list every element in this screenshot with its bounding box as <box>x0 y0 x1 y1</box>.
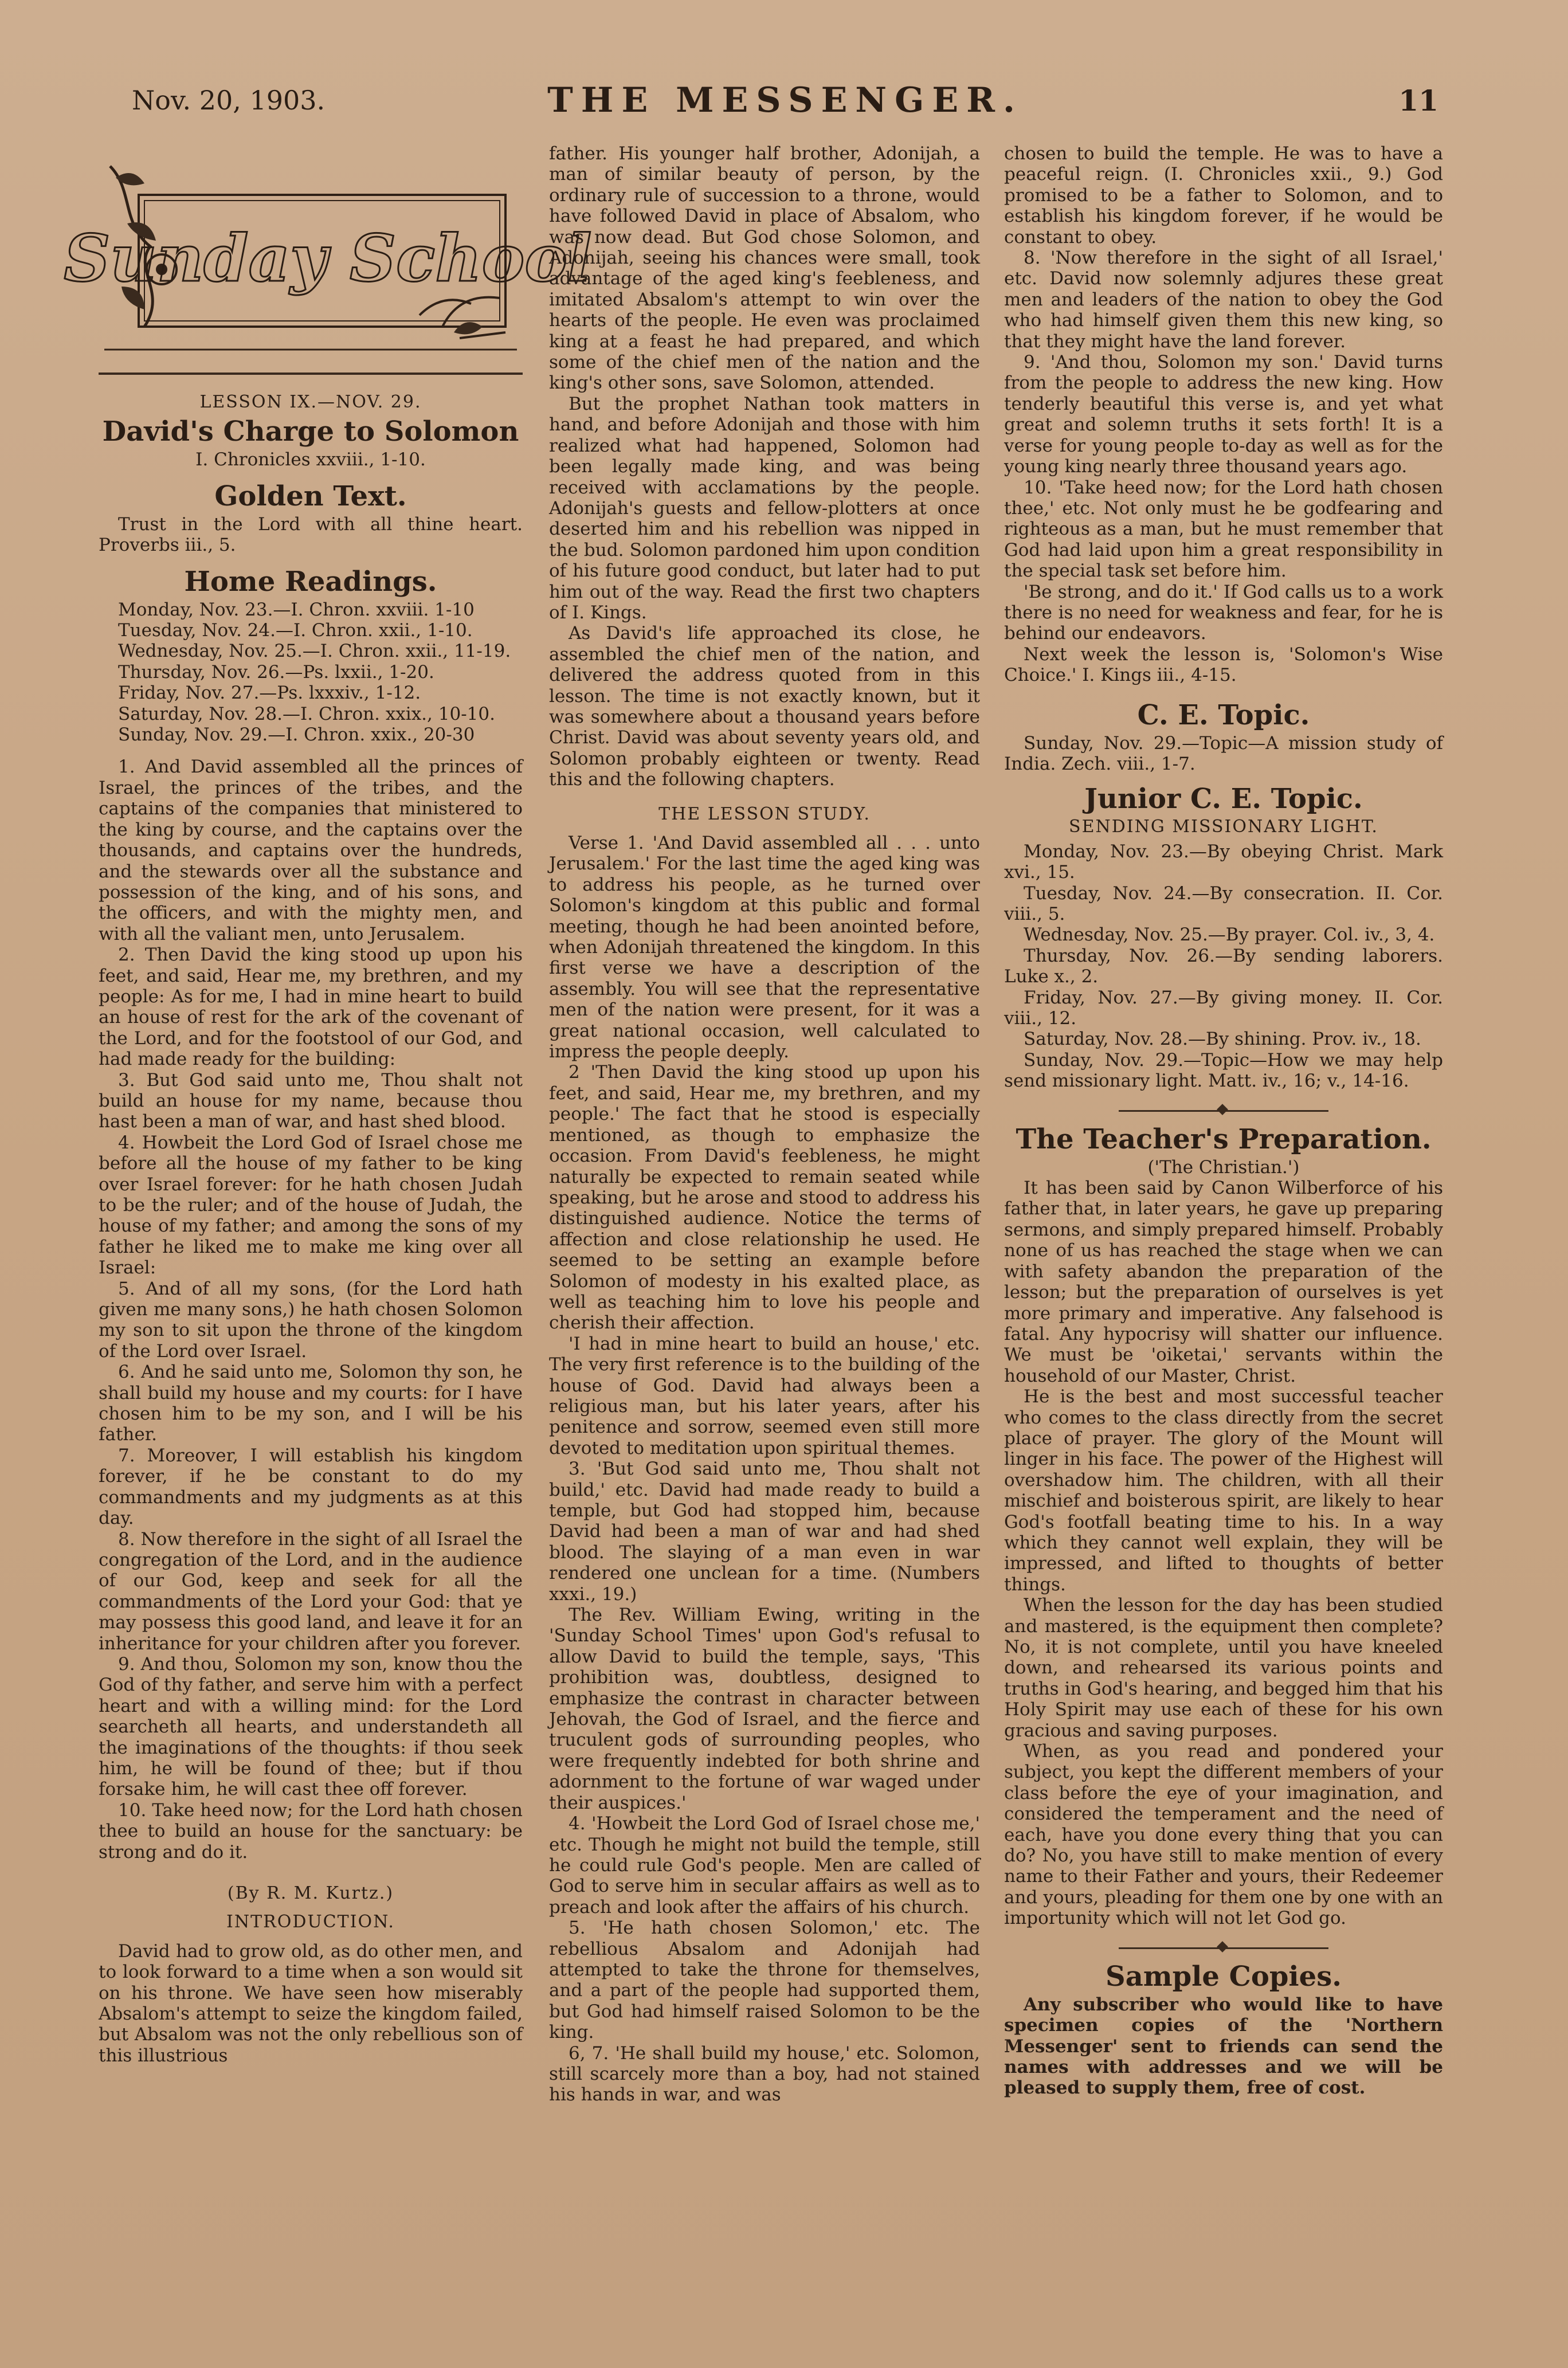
teacher-paragraph: It has been said by Canon Wilberforce of his father that, in later years, he gave up preparing sermons, and simply prepared himself. Probably none of us has reached the stage when we can with safety abandon the preparation of the lesson; but the preparation of ourselves is yet more primary and imperative. Any falsehood is fatal. Any hypocrisy will shatter our influence. We must be 'oiketai,' servants within the household of our Master, Christ. <box>1004 1178 1443 1386</box>
golden-text-heading: Golden Text. <box>214 480 407 512</box>
teacher-paragraph: When the lesson for the day has been studied and mastered, is the equipment then complete? No, it is not complete, until you have kneeled down, and rehearsed its various points and truths in God's hearing, and begged him that his Holy Spirit may use each of these for his own gracious and saving purposes. <box>1004 1595 1443 1741</box>
introduction-heading: INTRODUCTION. <box>226 1912 395 1932</box>
scripture-verse: 4. Howbeit the Lord God of Israel chose me before all the house of my father to be king over Israel forever: for he hath chosen Judah to be the ruler; and of the house of Judah, the house of my father; and among the sons of my father he liked me to make me king over all Israel: <box>99 1132 523 1279</box>
sample-copies-heading: Sample Copies. <box>1106 1960 1342 1993</box>
ce-topic-heading: C. E. Topic. <box>1137 699 1310 731</box>
scripture-verse: 10. Take heed now; for the Lord hath chosen thee to build an house for the sanctuary: be strong and do it. <box>99 1799 523 1863</box>
lesson-study-paragraph: 'Be strong, and do it.' If God calls us to a work there is no need for weakness and fear, for he is behind our endeavors. <box>1004 581 1443 644</box>
column-3 <box>1004 143 1443 2099</box>
lesson-study-paragraph: 2 'Then David the king stood up upon his feet, and said, Hear me, my brethren, and my people.' The fact that he stood is especially mentioned, as though to emphasize the occasion. From David's feebleness, he might naturally be expected to remain seated while speaking, but he arose and stood to address his distinguished audience. Notice the terms of affection and close relationship he used. He seemed to be setting an example before Solomon of modesty in his exalted place, as well as teaching him to love his people and cherish their affection. <box>549 1062 980 1334</box>
junior-ce-topic-heading: Junior C. E. Topic. <box>1084 783 1363 816</box>
teacher-preparation-source: ('The Christian.') <box>1147 1156 1300 1178</box>
lesson-header: LESSON IX.—NOV. 29. <box>199 392 422 412</box>
lesson-study-paragraph: 5. 'He hath chosen Solomon,' etc. The rebellious Absalom and Adonijah had attempted to take the throne for themselves, and a part of the people had supported them, but God had himself raised Solomon to be the king. <box>549 1918 980 2043</box>
lesson-study-paragraph: The Rev. William Ewing, writing in the 'Sunday School Times' upon God's refusal to allow David to build the temple, says, 'This prohibition was, doubtless, designed to emphasize the contrast in character between Jehovah, the God of Israel, and the fierce and truculent gods of surrounding peoples, who were frequently indebted for both shrine and adornment to the fortune of war waged under their auspices.' <box>549 1605 980 1813</box>
banner-text: Sunday School <box>64 221 592 296</box>
teacher-paragraph: When, as you read and pondered your subject, you kept the different members of your class before the eye of your imagination, and considered the temperament and the need of each, have you done every thing that you can do? No, you have still to make mention of every name to their Father and yours, their Redeemer and yours, pleading for them one by one with an importunity which will not let God go. <box>1004 1741 1443 1929</box>
newspaper-title: THE MESSENGER. <box>547 80 1023 120</box>
golden-text: Trust in the Lord with all thine heart. Proverbs iii., 5. <box>99 513 523 556</box>
issue-date: Nov. 20, 1903. <box>132 85 326 116</box>
byline: (By R. M. Kurtz.) <box>227 1883 394 1903</box>
home-reading-item: Friday, Nov. 27.—Ps. lxxxiv., 1-12. <box>118 683 421 704</box>
lesson-study-paragraph: chosen to build the temple. He was to have a peaceful reign. (I. Chronicles xxii., 9.) God promised to be a father to Solomon, and to establish his kingdom forever, if he would be constant to obey. <box>1004 143 1443 248</box>
teacher-paragraph: He is the best and most successful teacher who comes to the class directly from the secret place of prayer. The glory of the Mount will linger in his face. The power of the Highest will overshadow him. The children, with all their mischief and boisterous spirit, are likely to hear God's footfall beating time to his. In a way which they cannot well explain, they will be impressed, and lifted to thoughts of better things. <box>1004 1386 1443 1595</box>
junior-topic-item: Friday, Nov. 27.—By giving money. II. Cor. viii., 12. <box>1004 987 1443 1029</box>
scripture-verse: 6. And he said unto me, Solomon thy son, he shall build my house and my courts: for I have chosen him to be my son, and I will be his father. <box>99 1362 523 1445</box>
scripture-verse: 2. Then David the king stood up upon his feet, and said, Hear me, my brethren, and my people: As for me, I had in mine heart to build an house of rest for the ark of the covenant of the Lord, and for the footstool of our God, and had made ready for the building: <box>99 944 523 1070</box>
home-reading-item: Monday, Nov. 23.—I. Chron. xxviii. 1-10 <box>118 599 475 620</box>
scripture-verse: 1. And David assembled all the princes of Israel, the princes of the tribes, and the captains of the companies that ministered to the king by course, and the captains over the thousands, and captains over the hundreds, and the stewards over all the substance and possession of the king, and of his sons, and the officers, and with the mighty men, and with all the valiant men, unto Jerusalem. <box>99 756 523 944</box>
banner-illustration <box>64 143 592 373</box>
lesson-study-paragraph: 4. 'Howbeit the Lord God of Israel chose me,' etc. Though he might not build the temple, still he could rule God's people. Men are called of God to serve him in secular affairs as well as to preach and look after the affairs of his church. <box>549 1813 980 1918</box>
home-reading-item: Sunday, Nov. 29.—I. Chron. xxix., 20-30 <box>118 724 475 746</box>
junior-topic-item: Saturday, Nov. 28.—By shining. Prov. iv., 18. <box>1024 1029 1421 1050</box>
lesson-study-paragraph: 'I had in mine heart to build an house,' etc. The very first reference is to the building of the house of God. David had always been a religious man, but his later years, after his penitence and sorrow, seemed even still more devoted to meditation upon spiritual themes. <box>549 1333 980 1459</box>
lesson-study-paragraph: Next week the lesson is, 'Solomon's Wise Choice.' I. Kings iii., 4-15. <box>1004 644 1443 686</box>
lesson-study-paragraph: 10. 'Take heed now; for the Lord hath chosen thee,' etc. Not only must he be godfearing and righteous as a man, but he must remember that God had laid upon him a great responsibility in the special task set before him. <box>1004 477 1443 582</box>
masthead <box>132 80 1438 126</box>
teacher-preparation-heading: The Teacher's Preparation. <box>1016 1123 1432 1155</box>
sunday-school-banner <box>64 143 592 375</box>
scripture-verse: 5. And of all my sons, (for the Lord hath given me many sons,) he hath chosen Solomon my son to sit upon the throne of the kingdom of the Lord over Israel. <box>99 1278 523 1362</box>
junior-topic-item: Tuesday, Nov. 24.—By consecration. II. Cor. viii., 5. <box>1004 883 1443 924</box>
scripture-verse: 9. And thou, Solomon my son, know thou the God of thy father, and serve him with a perfect heart and with a willing mind: for the Lord searcheth all hearts, and understandeth all the imaginations of the thoughts: if thou seek him, he will be found of thee; but if thou forsake him, he will cast thee off forever. <box>99 1653 523 1800</box>
introduction-paragraph: As David's life approached its close, he assembled the chief men of the nation, and delivered the address quoted from in this lesson. The time is not exactly known, but it was somewhere about a thousand years before Christ. David was about seventy years old, and Solomon probably eighteen or twenty. Read this and the following chapters. <box>549 623 980 790</box>
lesson-study-paragraph: Verse 1. 'And David assembled all . . . unto Jerusalem.' For the last time the aged king was to address his people, as he turned over Solomon's kingdom at this public and formal meeting, though he had been anointed before, when Adonijah threatened the kingdom. In this first verse we have a description of the assembly. You will see that the representative men of the nation were present, for it was a great national occasion, well calculated to impress the people deeply. <box>549 833 980 1063</box>
junior-ce-subheading: SENDING MISSIONARY LIGHT. <box>1069 817 1378 837</box>
lesson-study-heading: THE LESSON STUDY. <box>658 803 871 824</box>
junior-topic-item: Sunday, Nov. 29.—Topic—How we may help send missionary light. Matt. iv., 16; v., 14-16. <box>1004 1049 1443 1092</box>
lesson-reference: I. Chronicles xxviii., 1-10. <box>195 449 426 471</box>
ce-topic-text: Sunday, Nov. 29.—Topic—A mission study of India. Zech. viii., 1-7. <box>1004 732 1443 774</box>
junior-topic-item: Wednesday, Nov. 25.—By prayer. Col. iv., 3, 4. <box>1024 924 1435 946</box>
home-reading-item: Thursday, Nov. 26.—Ps. lxxii., 1-20. <box>118 661 434 683</box>
home-readings-heading: Home Readings. <box>184 565 437 598</box>
introduction-paragraph: father. His younger half brother, Adonijah, a man of similar beauty of person, by the ordinary rule of succession to a throne, would have followed David in place of Absalom, who was now dead. But God chose Solomon, and Adonijah, seeing his chances were small, took advantage of the aged king's feebleness, and imitated Absalom's attempt to win over the hearts of the people. He even was proclaimed king at a feast he had prepared, and which some of the chief men of the nation and the king's other sons, save Solomon, attended. <box>549 143 980 394</box>
junior-topic-item: Monday, Nov. 23.—By obeying Christ. Mark xvi., 15. <box>1004 841 1443 883</box>
column-2 <box>549 143 980 2106</box>
introduction-paragraph: But the prophet Nathan took matters in hand, and before Adonijah and those with him realized what had happened, Solomon had been legally made king, and was being received with acclamations by the people. Adonijah's guests and fellow-plotters at once deserted him and his rebellion was nipped in the bud. Solomon pardoned him upon condition of his future good conduct, but later had to put him out of the way. Read the first two chapters of I. Kings. <box>549 393 980 623</box>
lesson-study-paragraph: 6, 7. 'He shall build my house,' etc. Solomon, still scarcely more than a boy, had not stained his hands in war, and was <box>549 2042 980 2106</box>
home-reading-item: Wednesday, Nov. 25.—I. Chron. xxii., 11-19. <box>118 641 511 662</box>
column-1 <box>64 143 592 2066</box>
lesson-study-paragraph: 9. 'And thou, Solomon my son.' David turns from the people to address the new king. How tenderly beautiful this verse is, and yet what great and solemn truths it sets forth! It is a verse for young people to-day as well as for the young king nearly three thousand years ago. <box>1004 352 1443 477</box>
junior-topic-item: Thursday, Nov. 26.—By sending laborers. Luke x., 2. <box>1004 945 1443 987</box>
home-reading-item: Saturday, Nov. 28.—I. Chron. xxix., 10-10. <box>118 703 495 724</box>
lesson-study-paragraph: 8. 'Now therefore in the sight of all Israel,' etc. David now solemnly adjures these great men and leaders of the nation to obey the God who had himself given them this new king, so that they might have the land forever. <box>1004 248 1443 352</box>
page-number: 11 <box>1398 84 1438 117</box>
lesson-study-paragraph: 3. 'But God said unto me, Thou shalt not build,' etc. David had made ready to build a temple, but God had stopped him, because David had been a man of war and had shed blood. The slaying of a man even in war rendered one unclean for a time. (Numbers xxxi., 19.) <box>549 1459 980 1605</box>
section-divider <box>1004 1940 1443 1954</box>
scripture-verse: 3. But God said unto me, Thou shalt not build an house for my name, because thou hast been a man of war, and hast shed blood. <box>99 1069 523 1132</box>
home-reading-item: Tuesday, Nov. 24.—I. Chron. xxii., 1-10. <box>118 620 473 641</box>
scripture-verse: 8. Now therefore in the sight of all Israel the congregation of the Lord, and in the audience of our God, keep and seek for all the commandments of the Lord your God: that ye may possess this good land, and leave it for an inheritance for your children after you forever. <box>99 1528 523 1654</box>
section-divider <box>1004 1103 1443 1117</box>
introduction-paragraph: David had to grow old, as do other men, and to look forward to a time when a son would sit on his throne. We have seen how miserably Absalom's attempt to seize the kingdom failed, but Absalom was not the only rebellious son of this illustrious <box>99 1940 523 2066</box>
lesson-title: David's Charge to Solomon <box>102 415 519 448</box>
scripture-verse: 7. Moreover, I will establish his kingdom forever, if he be constant to do my commandments and my judgments as at this day. <box>99 1445 523 1529</box>
sample-copies-text: Any subscriber who would like to have specimen copies of the 'Northern Messenger' sent to friends can send the names with addresses and we will be pleased to supply them, free of cost. <box>1004 1994 1443 2099</box>
